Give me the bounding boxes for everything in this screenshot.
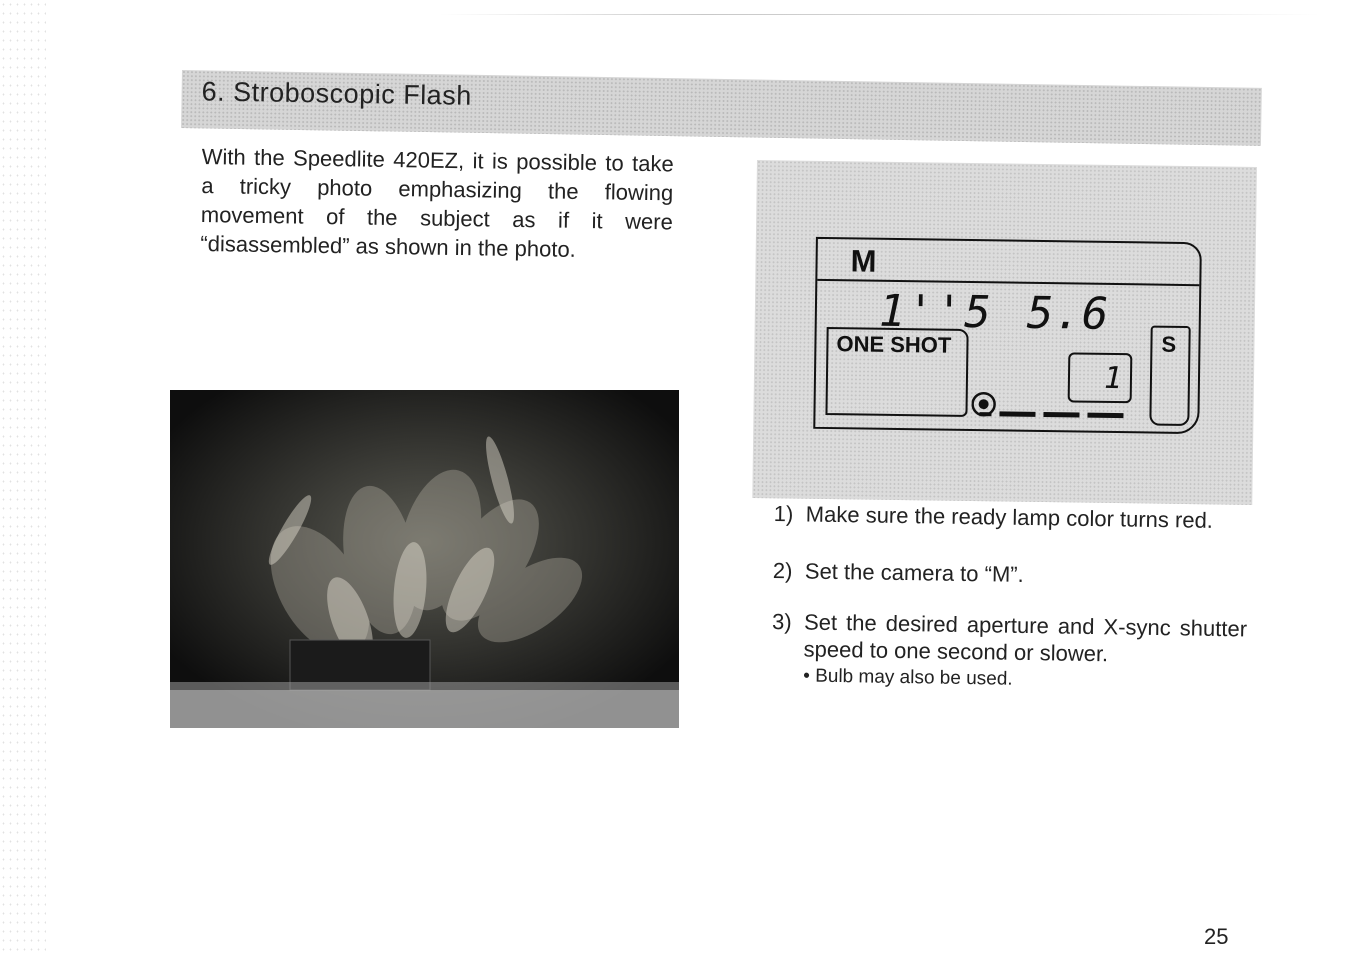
lcd-drive-mode-box: [825, 327, 968, 417]
top-scan-line: [440, 14, 1320, 15]
step-text: Set the desired aperture and X-sync shutter speed to one second or slower.: [803, 609, 1248, 667]
lcd-mode-indicator: M: [850, 243, 877, 279]
step-number: 1): [773, 500, 794, 527]
lcd-sync-label: S: [1161, 331, 1177, 357]
section-header-band: [181, 70, 1262, 146]
step-3: [771, 608, 1247, 695]
lcd-counter-digit: 1: [1103, 360, 1123, 397]
lcd-illustration-panel: [752, 160, 1257, 505]
lcd-aperture-value: 5.6: [1026, 287, 1110, 340]
film-cartridge-icon: [972, 393, 994, 416]
step-note: • Bulb may also be used.: [803, 665, 1013, 690]
step-text: Set the camera to “M”.: [804, 558, 1024, 587]
section-title: 6. Stroboscopic Flash: [201, 76, 472, 111]
stroboscopic-photo: [170, 390, 679, 728]
lcd-sync-box: [1149, 326, 1190, 427]
lcd-drive-mode-label: ONE SHOT: [836, 331, 952, 358]
step-1: [774, 500, 1249, 534]
step-2: [773, 557, 1248, 591]
instruction-steps: [771, 500, 1249, 695]
step-number: 3): [771, 608, 792, 635]
step-text: Make sure the ready lamp color turns red.: [805, 501, 1214, 533]
lcd-film-scale: [971, 391, 1141, 421]
step-number: 2): [772, 557, 793, 584]
page-number: 25: [1204, 924, 1229, 949]
lcd-divider: [817, 279, 1199, 286]
page-edge-speckle: [0, 0, 46, 954]
lcd-shutter-speed: 1''5: [878, 285, 994, 339]
intro-paragraph: With the Speedlite 420EZ, it is possible to take a tricky photo emphasizing the flowing movement of the subject as if it were “disassembled” as shown in the photo.: [200, 143, 674, 262]
lcd-display: [813, 237, 1202, 434]
